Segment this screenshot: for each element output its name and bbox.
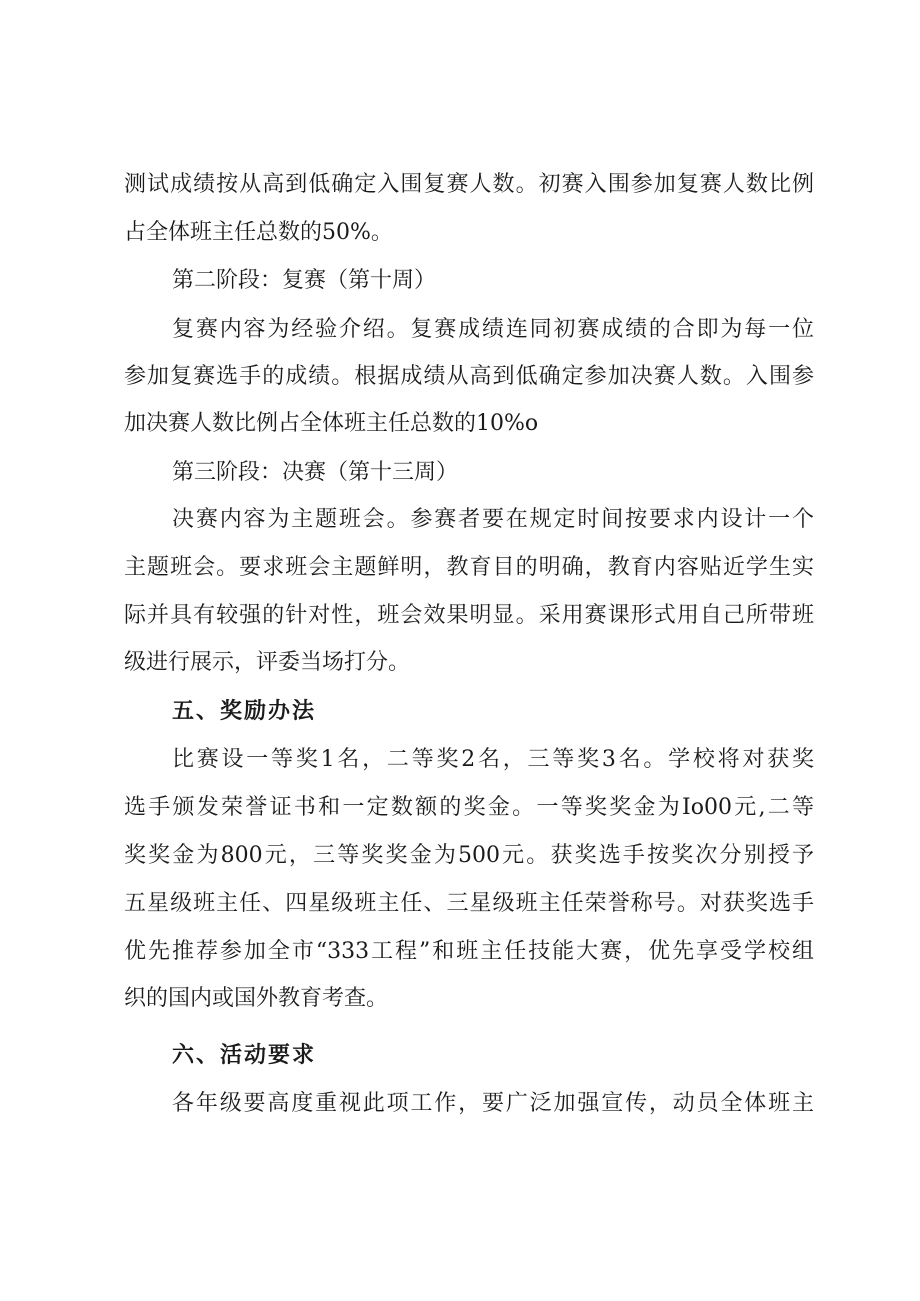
body-text-line: 际并具有较强的针对性，班会效果明显。采用赛课形式用自己所带班	[124, 603, 814, 628]
stage-title-semifinal: 第二阶段：复赛（第十周）	[172, 268, 437, 293]
body-text-line: 比赛设一等奖1名，二等奖2名，三等奖3名。学校将对获奖	[172, 747, 814, 772]
section-heading-requirements: 六、活动要求	[172, 1043, 317, 1068]
body-text-line: 复赛内容为经验介绍。复赛成绩连同初赛成绩的合即为每一位	[172, 317, 814, 342]
body-text-line: 参加复赛选手的成绩。根据成绩从高到低确定参加决赛人数。入围参	[124, 364, 814, 389]
body-text-line: 加决赛人数比例占全体班主任总数的10%o	[124, 411, 539, 436]
body-text-line: 测试成绩按从高到低确定入围复赛人数。初赛入围参加复赛人数比例	[124, 172, 814, 197]
body-text-line: 选手颁发荣誉证书和一定数额的奖金。一等奖奖金为Io00元,二等	[124, 795, 814, 820]
body-text-line: 奖奖金为800元，三等奖奖金为500元。获奖选手按奖次分别授予	[124, 843, 814, 868]
section-heading-rewards: 五、奖励办法	[172, 699, 317, 724]
body-text-line: 五星级班主任、四星级班主任、三星级班主任荣誉称号。对获奖选手	[124, 891, 814, 916]
stage-title-final: 第三阶段：决赛（第十三周）	[172, 460, 459, 485]
body-text-line: 级进行展示，评委当场打分。	[124, 650, 411, 675]
body-text-line: 各年级要高度重视此项工作，要广泛加强宣传，动员全体班主	[172, 1091, 814, 1116]
body-text-line: 决赛内容为主题班会。参赛者要在规定时间按要求内设计一个	[172, 507, 814, 532]
body-text-line: 主题班会。要求班会主题鲜明，教育目的明确，教育内容贴近学生实	[124, 555, 814, 580]
body-text-line: 优先推荐参加全市“333工程”和班主任技能大赛，优先享受学校组	[124, 939, 814, 964]
body-text-line: 织的国内或国外教育考查。	[124, 986, 389, 1011]
body-text-line: 占全体班主任总数的50%。	[124, 220, 393, 245]
